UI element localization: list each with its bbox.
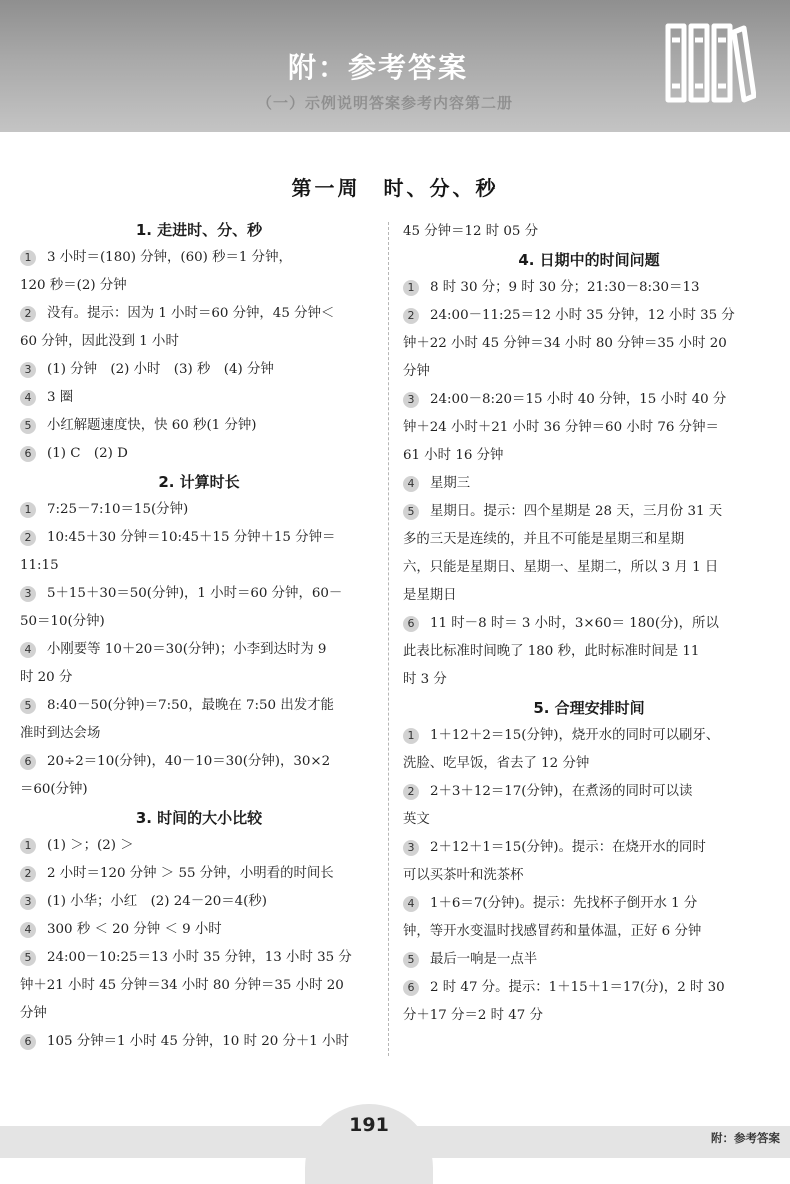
books-icon [664,20,756,106]
answer-item [20,300,378,356]
answer-item [20,692,378,748]
answer-line: 2 时 47 分。提示：1＋15＋1＝17(分)，2 时 30 [430,980,725,995]
answer-line: 英文 [403,812,430,827]
answer-line: 钟＋22 小时 45 分钟＝34 小时 80 分钟＝35 小时 20 [403,336,727,351]
column-divider [388,222,389,1056]
item-number-badge: 3 [403,840,419,856]
item-number-badge: 3 [20,586,36,602]
answer-line: 2 小时＝120 分钟 ＞ 55 分钟，小明看的时间长 [47,866,334,881]
answer-item [20,832,378,860]
item-number-badge: 4 [20,390,36,406]
banner-ghost-text: （一）示例说明答案参考内容第二册 [256,94,513,112]
answer-line: 5＋15＋30＝50(分钟)，1 小时＝60 分钟，60－ [47,586,343,601]
answer-line: 最后一响是一点半 [430,952,538,967]
answer-line: 10:45＋30 分钟＝10:45＋15 分钟＋15 分钟＝ [47,530,336,545]
answer-line: 星期日。提示：四个星期是 28 天，三月份 31 天 [430,504,723,519]
answer-line: 准时到达会场 [20,726,101,741]
answer-item [20,580,378,636]
answer-line: 钟＋24 小时＋21 小时 36 分钟＝60 小时 76 分钟＝ [403,420,719,435]
answer-item [20,748,378,804]
answer-line: 24:00－10:25＝13 小时 35 分钟，13 小时 35 分 [47,950,352,965]
answer-line: 没有。提示：因为 1 小时＝60 分钟，45 分钟＜ [47,306,335,321]
item-number-badge: 2 [403,784,419,800]
item-number-badge: 6 [20,446,36,462]
answer-line: 此表比标准时间晚了 180 秒，此时标准时间是 11 [403,644,700,659]
answer-line: 24:00－8:20＝15 小时 40 分钟，15 小时 40 分 [430,392,727,407]
answer-line: 是星期日 [403,588,457,603]
answer-item [20,860,378,888]
answer-line: (1) C (2) D [47,446,128,461]
answer-line: 105 分钟＝1 小时 45 分钟，10 时 20 分＋1 小时 [47,1034,349,1049]
answer-item [403,470,775,498]
answer-item [403,498,775,610]
answer-line: 2＋12＋1＝15(分钟)。提示：在烧开水的同时 [430,840,706,855]
answer-line: 61 小时 16 分钟 [403,448,504,463]
answer-line: 时 3 分 [403,672,447,687]
answer-line: 11 时－8 时＝ 3 小时，3×60＝ 180(分)，所以 [430,616,719,631]
answer-item [20,524,378,580]
answer-line: 45 分钟＝12 时 05 分 [403,224,539,239]
answer-line: (1) ＞；(2) ＞ [47,838,134,853]
item-number-badge: 5 [403,504,419,520]
item-number-badge: 3 [20,362,36,378]
right-column [403,218,775,1030]
answer-item [20,916,378,944]
answer-line: 3 圈 [47,390,74,405]
answer-item [20,1028,378,1056]
answer-item [20,440,378,468]
answer-line: 小红解题速度快，快 60 秒(1 分钟) [47,418,257,433]
answer-line: 可以买茶叶和洗茶杯 [403,868,524,883]
item-number-badge: 2 [20,866,36,882]
answer-line: ＝60(分钟) [20,782,88,797]
answer-line: 300 秒 ＜ 20 分钟 ＜ 9 小时 [47,922,222,937]
answer-line: (1) 分钟 (2) 小时 (3) 秒 (4) 分钟 [47,362,274,377]
answer-line: 多的三天是连续的，并且不可能是星期三和星期 [403,532,685,547]
page-number: 191 [349,1114,389,1136]
answer-item [20,944,378,1028]
item-number-badge: 5 [20,950,36,966]
answer-line: 2＋3＋12＝17(分钟)，在煮汤的同时可以读 [430,784,693,799]
answer-item [403,722,775,778]
item-number-badge: 2 [20,530,36,546]
item-number-badge: 1 [20,502,36,518]
answer-line: 3 小时＝(180) 分钟，(60) 秒＝1 分钟， [47,250,292,265]
item-number-badge: 3 [403,392,419,408]
answer-item [20,496,378,524]
answer-line: 分＋17 分＝2 时 47 分 [403,1008,543,1023]
section-heading: 3. 时间的大小比较 [135,809,263,827]
left-column [20,216,378,1056]
item-number-badge: 6 [403,980,419,996]
item-number-badge: 1 [20,838,36,854]
answer-item [20,356,378,384]
item-number-badge: 5 [403,952,419,968]
answer-line: 7:25－7:10＝15(分钟) [47,502,189,517]
answer-line: 分钟 [403,364,430,379]
answer-line: 钟＋21 小时 45 分钟＝34 小时 80 分钟＝35 小时 20 [20,978,344,993]
section-heading: 5. 合理安排时间 [533,699,645,717]
answer-item [20,412,378,440]
item-number-badge: 6 [20,754,36,770]
answer-item [403,946,775,974]
answer-line: 钟，等开水变温时找感冒药和量体温，正好 6 分钟 [403,924,702,939]
answer-item [403,386,775,470]
answer-line: 50＝10(分钟) [20,614,105,629]
item-number-badge: 5 [20,418,36,434]
item-number-badge: 1 [403,280,419,296]
answer-item [403,610,775,694]
item-number-badge: 1 [403,728,419,744]
item-number-badge: 3 [20,894,36,910]
answer-item [20,244,378,300]
item-number-badge: 2 [20,306,36,322]
answer-item [403,834,775,890]
answer-line: 星期三 [430,476,471,491]
answer-line: 24:00－11:25＝12 小时 35 分钟，12 小时 35 分 [430,308,735,323]
answer-line: 120 秒＝(2) 分钟 [20,278,127,293]
answer-line: 60 分钟，因此没到 1 小时 [20,334,179,349]
continued-answer [403,218,775,246]
item-number-badge: 4 [403,896,419,912]
item-number-badge: 4 [20,642,36,658]
answer-item [403,778,775,834]
item-number-badge: 2 [403,308,419,324]
answer-item [403,302,775,386]
answer-line: 11:15 [20,558,59,573]
item-number-badge: 5 [20,698,36,714]
answer-line: 小刚要等 10＋20＝30(分钟)；小李到达时为 9 [47,642,327,657]
section-heading: 2. 计算时长 [158,473,240,491]
answer-item [20,384,378,412]
answer-item [403,890,775,946]
answer-item [403,274,775,302]
section-heading: 4. 日期中的时间问题 [518,251,660,269]
item-number-badge: 6 [403,616,419,632]
item-number-badge: 1 [20,250,36,266]
answer-item [20,636,378,692]
answer-line: 20÷2＝10(分钟)，40－10＝30(分钟)，30×2 [47,754,331,769]
item-number-badge: 4 [20,922,36,938]
answer-line: 洗脸、吃早饭，省去了 12 分钟 [403,756,590,771]
week-title: 第一周 时、分、秒 [291,176,499,200]
answer-item [403,974,775,1030]
answer-item [20,888,378,916]
answer-line: 8 时 30 分；9 时 30 分；21:30－8:30＝13 [430,280,700,295]
item-number-badge: 6 [20,1034,36,1050]
section-heading: 1. 走进时、分、秒 [135,221,263,239]
answer-line: 时 20 分 [20,670,73,685]
answer-line: 六，只能是星期日、星期一、星期二，所以 3 月 1 日 [403,560,719,575]
item-number-badge: 4 [403,476,419,492]
answer-line: 1＋12＋2＝15(分钟)，烧开水的同时可以刷牙、 [430,728,720,743]
answer-line: (1) 小华；小红 (2) 24－20＝4(秒) [47,894,268,909]
answer-line: 8:40－50(分钟)＝7:50，最晚在 7:50 出发才能 [47,698,334,713]
header-banner [0,0,790,132]
answer-line: 1＋6＝7(分钟)。提示：先找杯子倒开水 1 分 [430,896,698,911]
banner-title: 附：参考答案 [287,51,468,84]
footer-label: 附：参考答案 [711,1131,780,1145]
answer-line: 分钟 [20,1006,47,1021]
